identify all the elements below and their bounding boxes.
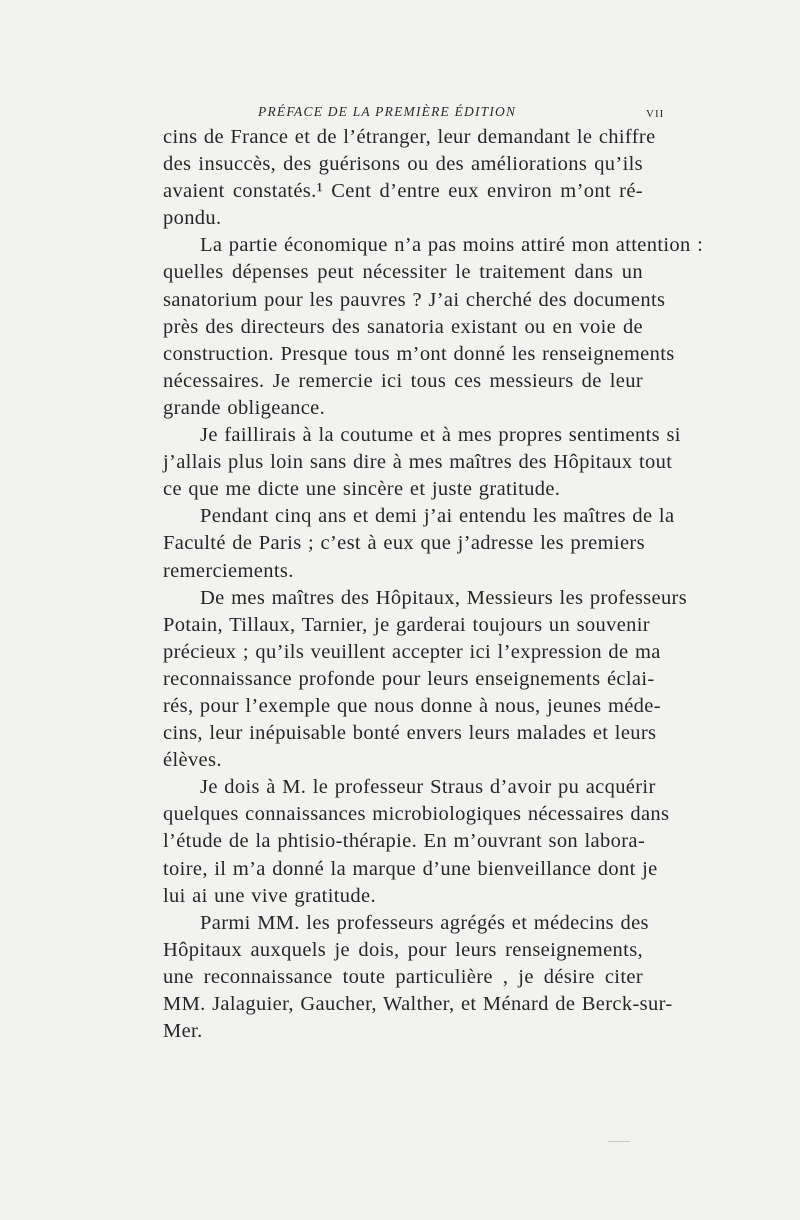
text-line: des insuccès, des guérisons ou des améliorations qu’ils	[163, 153, 643, 176]
text-line: Hôpitaux auxquels je dois, pour leurs renseignements,	[163, 938, 643, 961]
text-line: reconnaissance profonde pour leurs enseignements éclai-	[163, 667, 655, 690]
text-line: pondu.	[163, 207, 222, 230]
text-line: une reconnaissance toute particulière , je désire citer	[163, 965, 643, 988]
text-line: Potain, Tillaux, Tarnier, je garderai toujours un souvenir	[163, 613, 650, 636]
text-line: nécessaires. Je remercie ici tous ces messieurs de leur	[163, 369, 643, 392]
text-line: Faculté de Paris ; c’est à eux que j’adresse les premiers	[163, 532, 645, 555]
text-line: avaient constatés.¹ Cent d’entre eux environ m’ont ré-	[163, 180, 643, 203]
paragraph-first-line: Parmi MM. les professeurs agrégés et médecins des	[200, 911, 649, 934]
text-line: quelques connaissances microbiologiques nécessaires dans	[163, 803, 670, 826]
text-line: précieux ; qu’ils veuillent accepter ici l’expression de ma	[163, 640, 661, 663]
text-line: grande obligeance.	[163, 396, 326, 419]
paragraph-first-line: Je faillirais à la coutume et à mes propres sentiments si	[200, 424, 681, 447]
running-title: PRÉFACE DE LA PREMIÈRE ÉDITION	[258, 104, 517, 119]
text-line: MM. Jalaguier, Gaucher, Walther, et Ménard de Berck-sur-	[163, 993, 673, 1015]
text-line: remerciements.	[163, 559, 294, 582]
print-mark	[608, 1141, 630, 1142]
page-number: VII	[646, 108, 665, 120]
text-line: toire, il m’a donné la marque d’une bienveillance dont je	[163, 857, 658, 880]
paragraph-first-line: De mes maîtres des Hôpitaux, Messieurs les professeurs	[200, 586, 688, 609]
text-line: cins, leur inépuisable bonté envers leurs malades et leurs	[163, 722, 657, 745]
text-line: quelles dépenses peut nécessiter le traitement dans un	[163, 261, 643, 284]
text-line: ce que me dicte une sincère et juste gratitude.	[163, 478, 561, 501]
paragraph-first-line: Je dois à M. le professeur Straus d’avoir pu acquérir	[200, 776, 656, 799]
text-line: l’étude de la phtisio-thérapie. En m’ouvrant son labora-	[163, 830, 646, 853]
text-line: Mer.	[163, 1020, 203, 1043]
text-line: lui ai une vive gratitude.	[163, 884, 376, 907]
text-line: cins de France et de l’étranger, leur demandant le chiffre	[163, 126, 656, 148]
text-line: j’allais plus loin sans dire à mes maîtres des Hôpitaux tout	[163, 451, 673, 474]
text-line: construction. Presque tous m’ont donné les renseignements	[163, 342, 675, 365]
text-line: élèves.	[163, 749, 222, 772]
body-text	[163, 124, 704, 1045]
text-line: rés, pour l’exemple que nous donne à nous, jeunes méde-	[163, 694, 661, 717]
paragraph-first-line: Pendant cinq ans et demi j’ai entendu les maîtres de la	[200, 505, 675, 528]
running-header	[0, 104, 800, 126]
text-line: près des directeurs des sanatoria existant ou en voie de	[163, 315, 643, 338]
text-line: sanatorium pour les pauvres ? J’ai cherché des documents	[163, 288, 666, 311]
paragraph-first-line: La partie économique n’a pas moins attiré mon attention :	[200, 234, 704, 257]
